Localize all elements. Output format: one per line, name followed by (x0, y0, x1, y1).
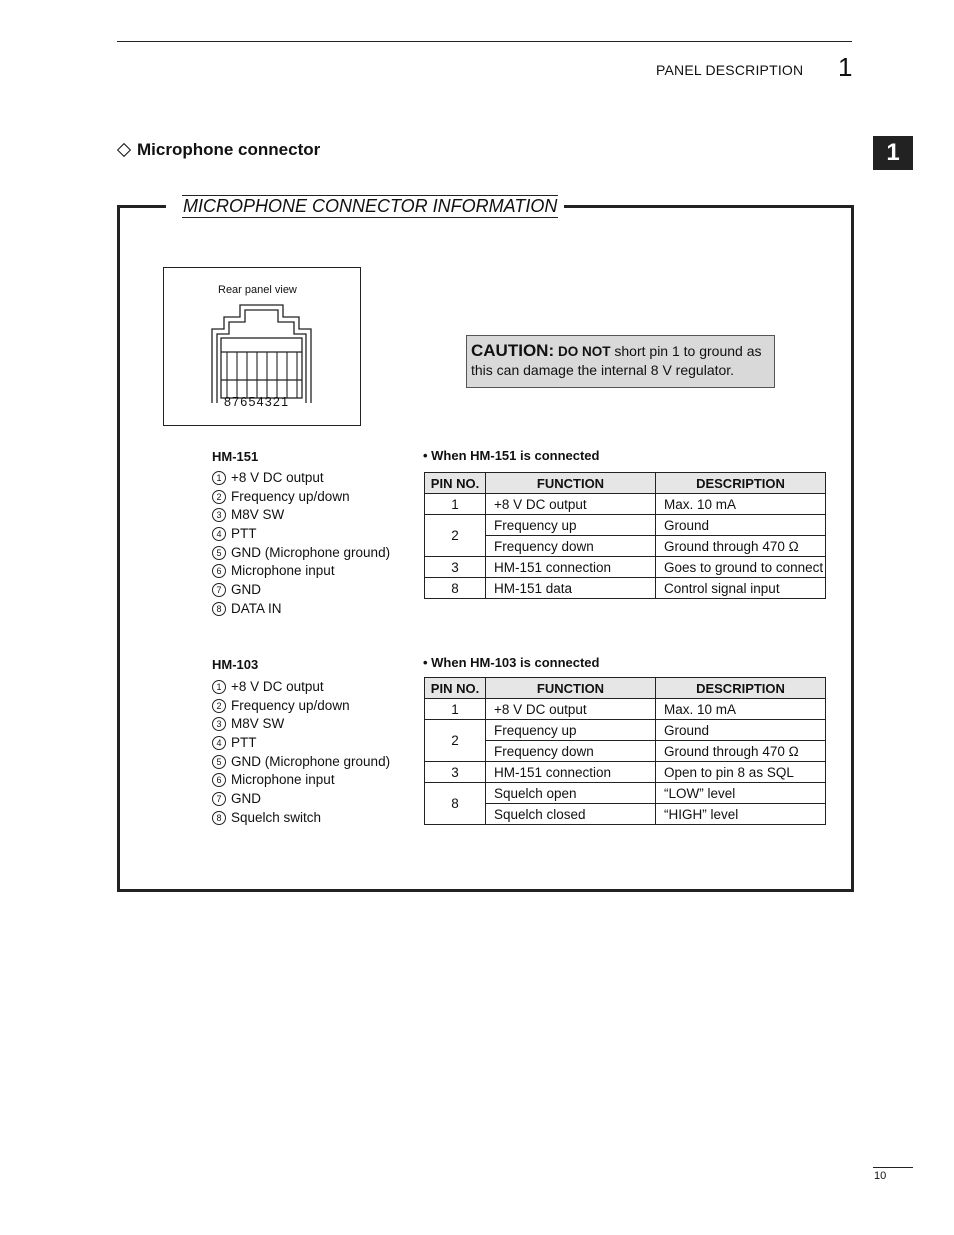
hm103-pin-table (424, 677, 826, 825)
function-cell: HM-151 connection (486, 762, 656, 783)
table-row (425, 762, 826, 783)
list-item: 3 M8V SW (212, 506, 390, 525)
caution-text: short pin 1 to ground as this can damage the internal 8 V regulator. (471, 343, 762, 378)
circled-number-icon: 7 (212, 583, 226, 597)
description-cell: Max. 10 mA (656, 699, 826, 720)
hm151-pin-list (212, 469, 390, 619)
header-rule (117, 41, 852, 42)
list-item: 5 GND (Microphone ground) (212, 544, 390, 563)
circled-number-icon: 3 (212, 508, 226, 522)
circled-number-icon: 3 (212, 717, 226, 731)
list-item: 7 GND (212, 790, 390, 809)
circled-number-icon: 4 (212, 527, 226, 541)
list-item: 4 PTT (212, 734, 390, 753)
column-header: DESCRIPTION (656, 473, 826, 494)
list-item: 2 Frequency up/down (212, 488, 390, 507)
list-item: 5 GND (Microphone ground) (212, 753, 390, 772)
description-cell: Open to pin 8 as SQL (656, 762, 826, 783)
description-cell: Ground (656, 515, 826, 536)
section-heading-text: Microphone connector (137, 140, 321, 159)
description-cell: Ground through 470 Ω (656, 536, 826, 557)
list-item: 6 Microphone input (212, 562, 390, 581)
table-row (425, 578, 826, 599)
hm103-table-caption: • When HM-103 is connected (423, 655, 600, 670)
description-cell: Ground (656, 720, 826, 741)
section-heading (117, 140, 320, 160)
diamond-icon (117, 143, 131, 157)
table-header-row (425, 473, 826, 494)
function-cell: Frequency down (486, 741, 656, 762)
pin-cell: 8 (425, 783, 486, 825)
hm151-title: HM-151 (212, 449, 259, 464)
hm151-pin-table (424, 472, 826, 599)
function-cell: +8 V DC output (486, 699, 656, 720)
list-item: 2 Frequency up/down (212, 697, 390, 716)
circled-number-icon: 1 (212, 471, 226, 485)
hm151-table-caption: • When HM-151 is connected (423, 448, 600, 463)
description-cell: Ground through 470 Ω (656, 741, 826, 762)
table-row (425, 536, 826, 557)
table-row (425, 699, 826, 720)
table-row (425, 720, 826, 741)
page-number: 10 (874, 1170, 887, 1182)
hm103-title: HM-103 (212, 657, 259, 672)
function-cell: Frequency up (486, 515, 656, 536)
table-row (425, 783, 826, 804)
function-cell: +8 V DC output (486, 494, 656, 515)
caution-box (466, 335, 775, 388)
circled-number-icon: 5 (212, 546, 226, 560)
list-item: 4 PTT (212, 525, 390, 544)
table-row (425, 557, 826, 578)
function-cell: HM-151 connection (486, 557, 656, 578)
table-row (425, 804, 826, 825)
circled-number-icon: 4 (212, 736, 226, 750)
description-cell: Max. 10 mA (656, 494, 826, 515)
list-item: 1 +8 V DC output (212, 678, 390, 697)
description-cell: Control signal input (656, 578, 826, 599)
column-header: PIN NO. (425, 678, 486, 699)
pin-cell: 1 (425, 494, 486, 515)
pin-cell: 3 (425, 762, 486, 783)
caution-emphasis: DO NOT (558, 344, 611, 359)
list-item: 3 M8V SW (212, 715, 390, 734)
description-cell: “HIGH” level (656, 804, 826, 825)
circled-number-icon: 1 (212, 680, 226, 694)
pin-cell: 2 (425, 720, 486, 762)
pin-cell: 2 (425, 515, 486, 557)
function-cell: Frequency down (486, 536, 656, 557)
rear-panel-label: Rear panel view (218, 284, 297, 296)
table-row (425, 494, 826, 515)
circled-number-icon: 2 (212, 490, 226, 504)
chapter-tab: 1 (873, 136, 913, 170)
list-item: 8 Squelch switch (212, 809, 390, 828)
hm103-pin-list (212, 678, 390, 828)
function-cell: Frequency up (486, 720, 656, 741)
list-item: 8 DATA IN (212, 600, 390, 619)
function-cell: Squelch open (486, 783, 656, 804)
caution-title: CAUTION: (471, 341, 555, 360)
circled-number-icon: 2 (212, 699, 226, 713)
circled-number-icon: 7 (212, 792, 226, 806)
column-header: FUNCTION (486, 678, 656, 699)
list-item: 7 GND (212, 581, 390, 600)
circled-number-icon: 8 (212, 602, 226, 616)
column-header: PIN NO. (425, 473, 486, 494)
footer-rule (873, 1167, 913, 1168)
circled-number-icon: 6 (212, 773, 226, 787)
function-cell: HM-151 data (486, 578, 656, 599)
circled-number-icon: 8 (212, 811, 226, 825)
table-header-row (425, 678, 826, 699)
running-header: PANEL DESCRIPTION (656, 62, 804, 78)
pin-cell: 1 (425, 699, 486, 720)
description-cell: Goes to ground to connect (656, 557, 826, 578)
column-header: FUNCTION (486, 473, 656, 494)
description-cell: “LOW” level (656, 783, 826, 804)
circled-number-icon: 6 (212, 564, 226, 578)
list-item: 1 +8 V DC output (212, 469, 390, 488)
table-row (425, 515, 826, 536)
pin-cell: 8 (425, 578, 486, 599)
column-header: DESCRIPTION (656, 678, 826, 699)
pin-numbers: 87654321 (224, 395, 290, 409)
chapter-number: 1 (838, 52, 853, 82)
list-item: 6 Microphone input (212, 771, 390, 790)
table-row (425, 741, 826, 762)
frame-title: MICROPHONE CONNECTOR INFORMATION (183, 196, 558, 216)
function-cell: Squelch closed (486, 804, 656, 825)
circled-number-icon: 5 (212, 755, 226, 769)
pin-cell: 3 (425, 557, 486, 578)
